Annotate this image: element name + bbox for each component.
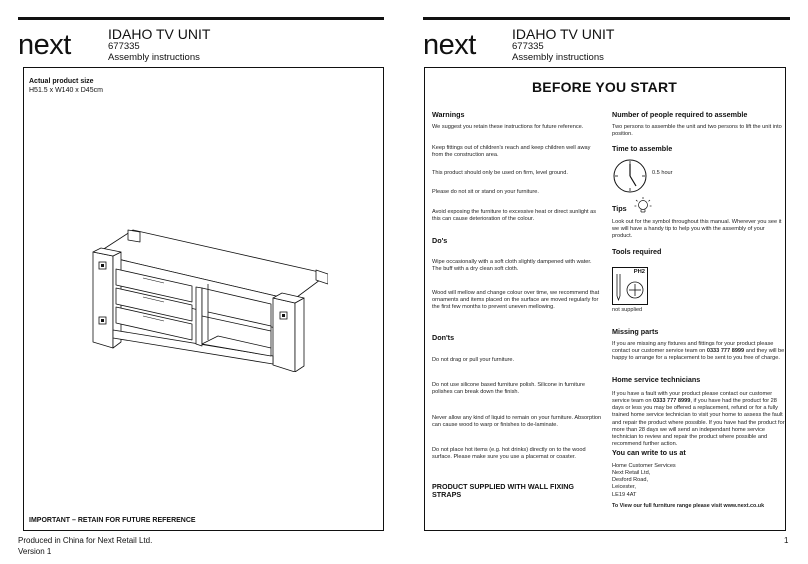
lightbulb-icon [633,196,653,216]
dos-heading: Do's [432,236,448,245]
donts-item: Do not drag or pull your furniture. [432,357,515,363]
missing-phone: 0333 777 8999 [706,348,745,355]
size-heading: Actual product size [29,78,94,85]
tool-label: PH2 [633,269,645,275]
product-title: IDAHO TV UNIT [108,26,211,42]
next-logo: next [423,29,476,61]
warnings-heading: Warnings [432,110,465,119]
tips-heading: Tips [612,204,627,213]
donts-item: Never allow any kind of liquid to remain on your furniture. Absorption can cause wood to warp or finishes to de-laminate. [432,415,602,429]
people-heading: Number of people required to assemble [612,110,748,119]
product-title: IDAHO TV UNIT [512,26,615,42]
instructions-subtitle: Assembly instructions [512,52,604,63]
top-rule [423,17,790,20]
donts-item: Do not use silicone based furniture polish. Silicone in furniture polishes can break down the finish. [432,382,585,396]
product-code: 677335 [512,41,544,52]
address-line: Leicester, [612,484,636,491]
instructions-subtitle: Assembly instructions [108,52,200,63]
next-logo: next [18,29,71,61]
product-code: 677335 [108,41,140,52]
warning-item: Keep fittings out of children's reach and keep children well away from the construction area. [432,145,591,159]
website-note: To View our full furniture range please visit www.next.co.uk [612,503,765,509]
donts-heading: Don'ts [432,333,455,342]
warning-item: We suggest you retain these instructions for future reference. [432,124,584,130]
tool-box [612,267,648,305]
time-value: 0.5 hour [652,170,673,176]
clock-icon [612,158,648,194]
address-block [612,463,676,499]
home-service-text: If you have a fault with your product please contact our customer service team on 0333 777 8999, if you have had the product for 28 days or less you may be offered a replacement, refund or for a fully trained home service technician to visit your home to assess the fault and repair the product where possible. If you have had the product for more than 28 days we will send an independant home service technician to review and repair the product where possible and recommend further action. [612,391,785,448]
donts-item: Do not place hot items (e.g. hot drinks) directly on to the wood surface. Please make sure you use a placemat or coaster. [432,447,586,461]
page-number: 1 [784,536,789,545]
dos-item: Wipe occasionally with a soft cloth slightly dampened with water. The buff with a dry clean soft cloth. [432,259,592,273]
home-service-phone: 0333 777 8999 [653,398,691,405]
tv-unit-illustration [88,222,328,372]
missing-heading: Missing parts [612,327,659,336]
address-line: Next Retail Ltd, [612,470,651,477]
dos-item: Wood will mellow and change colour over time, we recommend that ornaments and items placed on the surface are moved regularly for the first few months to prevent uneven mellowing. [432,290,600,311]
tools-heading: Tools required [612,247,662,256]
tips-text: Look out for the symbol throughout this manual. Wherever you see it we will have a handy tip to help you with the assembly of your product. [612,219,782,240]
address-line: LE19 4AT [612,491,637,498]
warning-item: This product should only be used on firm, level ground. [432,170,568,176]
home-service-heading: Home service technicians [612,375,701,384]
screwdriver-icon [613,268,649,306]
warning-item: Avoid exposing the furniture to excessive heat or direct sunlight as this can cause deterioration of the colour. [432,209,597,223]
address-line: Desford Road, [612,477,649,484]
produced-in: Produced in China for Next Retail Ltd. [18,536,153,545]
tool-note: not supplied [612,307,643,313]
write-heading: You can write to us at [612,448,686,457]
time-heading: Time to assemble [612,144,673,153]
missing-text: If you are missing any fixtures and fittings for your product please contact our customer service team on 0333 777 8999 and they will be happy to arrange for a replacement to be sent to you free of charge. [612,341,785,362]
version: Version 1 [18,547,52,556]
wall-straps-note: PRODUCT SUPPLIED WITH WALL FIXING STRAPS [432,482,575,500]
warning-item: Please do not sit or stand on your furniture. [432,189,539,195]
important-notice: IMPORTANT – RETAIN FOR FUTURE REFERENCE [29,517,196,524]
before-you-start-heading: BEFORE YOU START [531,79,678,95]
address-line: Home Customer Services [612,463,676,469]
size-value: H51.5 x W140 x D45cm [29,87,103,94]
people-text: Two persons to assemble the unit and two persons to lift the unit into position. [612,124,782,138]
top-rule [18,17,384,20]
